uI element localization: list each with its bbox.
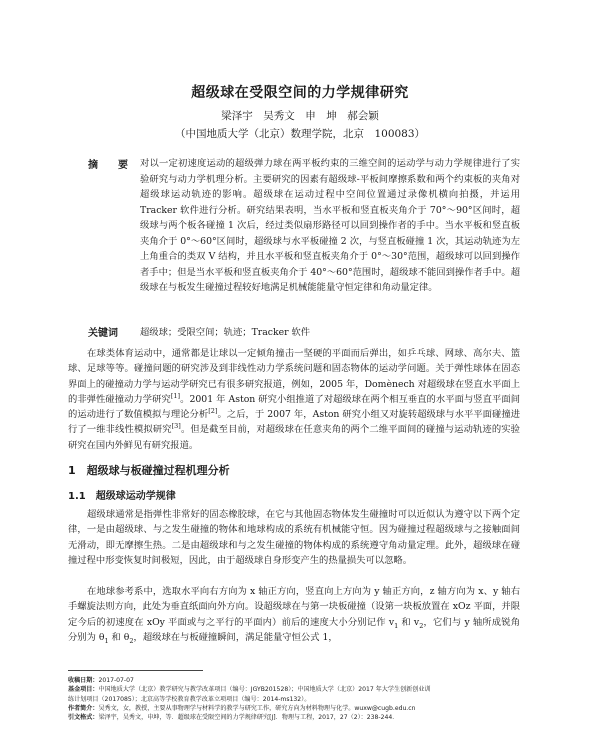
introduction-paragraph	[68, 346, 520, 453]
intro-text-d: 。但是截至目前，对超级球在任意夹角的两个二维平面间的碰撞与运动轨迹的实验研究在国内外鲜见有研究报道。	[68, 424, 520, 451]
footnote-received: 收稿日期：2017-07-07	[68, 677, 134, 684]
sec-p2-text-d: 和 θ	[108, 631, 130, 643]
intro-text-a: 在球类体育运动中，通常都是让球以一定倾角撞击一坚硬的平面而后弹出，如乒乓球、网球、高尔夫、篮球、足球等等。碰撞问题的研究涉及到非线性动力学系统问题和固态物体的运动学问题。关于弹性球体在固态界面上的碰撞动力学与运动学研究已有很多研究报道，例如，2005 年，Domènech 对超级球在竖直水平面上的非弹性碰撞动力学研究	[68, 348, 520, 405]
abstract-label: 摘 要	[88, 160, 133, 171]
sec-p2-text-c: ，它们与 y 轴所成锐角分别为 θ	[68, 616, 520, 643]
subscript-theta1: 1	[104, 636, 109, 645]
section-paragraph-1: 超级球通常是指弹性非常好的固态橡胶球，在它与其他固态物体发生碰撞时可以近似认为遵守以下两个定律，一是由超级球、与之发生碰撞的物体和地球构成的系统有机械能守恒。因为碰撞过程超级球与之接触面间无滑动，即无摩擦生热。二是由超级球和与之发生碰撞的物体构成的系统遵守角动量定理。此外，超级球在碰撞过程中形变恢复时间极短，因此，由于超级球自身形变产生的热量损失可以忽略。	[68, 509, 520, 566]
sec-p2-text-b: 和 v	[398, 616, 420, 628]
footnote-divider	[68, 670, 203, 671]
intro-text-c: 。之后，于 2007 年，Aston 研究小组又对旋转超级球与水平平面碰撞进行了一维非线性模拟研究	[68, 409, 520, 436]
citation-1: [1]	[170, 391, 181, 400]
subscript-v1: 1	[394, 621, 399, 630]
keywords-text: 超级球；受限空间；轨迹；Tracker 软件	[140, 327, 311, 338]
subsection-heading-1-1: 1.1 超级球运动学规律	[68, 491, 176, 502]
section-paragraph-2	[68, 584, 520, 645]
footnote-funding-cont: 练计划项目（2017085）；北京高等学校教育教学改革立项项目（编号：2014-ms132）。	[68, 695, 311, 703]
sec-p2-text-e: ，超级球在与板碰撞瞬间，满足能量守恒公式 1，	[133, 631, 338, 643]
subscript-v2: 2	[419, 621, 424, 630]
section-heading-1: 1 超级球与板碰撞过程机理分析	[68, 464, 230, 477]
sec-p2-text-a: 在地球参考系中，选取水平向右方向为 x 轴正方向，竖直向上方向为 y 轴正方向，z 轴方向为 x、y 轴右手螺旋法则方向，此处为垂直纸面向外方向。设超级球在与第一块板碰撞（设第一块板放置在 xOz 平面，并限定今后的初速度在 xOy 平面或与之平行的平面内）前后的速度大小分别记作 v	[68, 586, 520, 628]
affiliation: （中国地质大学（北京）数理学院，北京 100083）	[174, 128, 426, 140]
citation-3: [3]	[171, 422, 181, 431]
citation-2: [2]	[208, 407, 218, 416]
author-list: 梁泽宇 吴秀文 申 坤 郝会颖	[221, 110, 379, 122]
keywords-label: 关键词	[88, 328, 118, 339]
abstract-text: 对以一定初速度运动的超级弹力球在两平板约束的三维空间的运动学与动力学规律进行了实验研究与动力学机理分析。主要研究的因素有超级球-平板间摩擦系数和两个约束板的夹角对超级球运动轨迹的影响。超级球在运动过程中空间位置通过录像机横向拍摄，并运用 Tracker 软件进行分析。研究结果表明，当水平板和竖直板夹角介于 70°～90°区间时，超级球与两个板各碰撞 1 次后，经过类似扇形路径可以回到操作者的手中。当水平板和竖直板夹角介于 0°～60°区间时，超级球与水平板碰撞 2 次，与竖直板碰撞 1 次，其运动轨迹为左上角重合的类双 V 结构，并且水平板和竖直板夹角介于 0°～30°范围，超级球可以回到操作者手中；但是当水平板和竖直板夹角介于 40°～60°范围时，超级球不能回到操作者手中。超级球在与板发生碰撞过程较好地满足机械能能量守恒定律和角动量定律。	[140, 158, 520, 294]
subscript-theta2: 2	[129, 636, 134, 645]
footnote-citation: 引文格式：梁泽宇，吴秀文，申坤，等．超级球在受限空间的力学规律研究[J]．物理与工程，2017，27（2）：238-244．	[68, 714, 399, 722]
footnote-funding: 基金项目：中国地质大学（北京）教学研究与教学改革项目（编号：JGYB201528）；中国地质大学（北京）2017 年大学生创新创业训	[68, 686, 431, 694]
footnotes	[68, 676, 520, 722]
paper-title: 超级球在受限空间的力学规律研究	[191, 85, 409, 101]
footnote-author: 作者简介：吴秀文，女，教授，主要从事物理学与材料学的教学与研究工作，研究方向为材料物理与化学。wuxw@cugb.edu.cn	[68, 704, 416, 712]
intro-text-b: 。2001 年 Aston 研究小组推道了对超级球在两个相互垂直的水平面与竖直平面间的运动进行了数值模拟与理论分析	[68, 393, 520, 421]
